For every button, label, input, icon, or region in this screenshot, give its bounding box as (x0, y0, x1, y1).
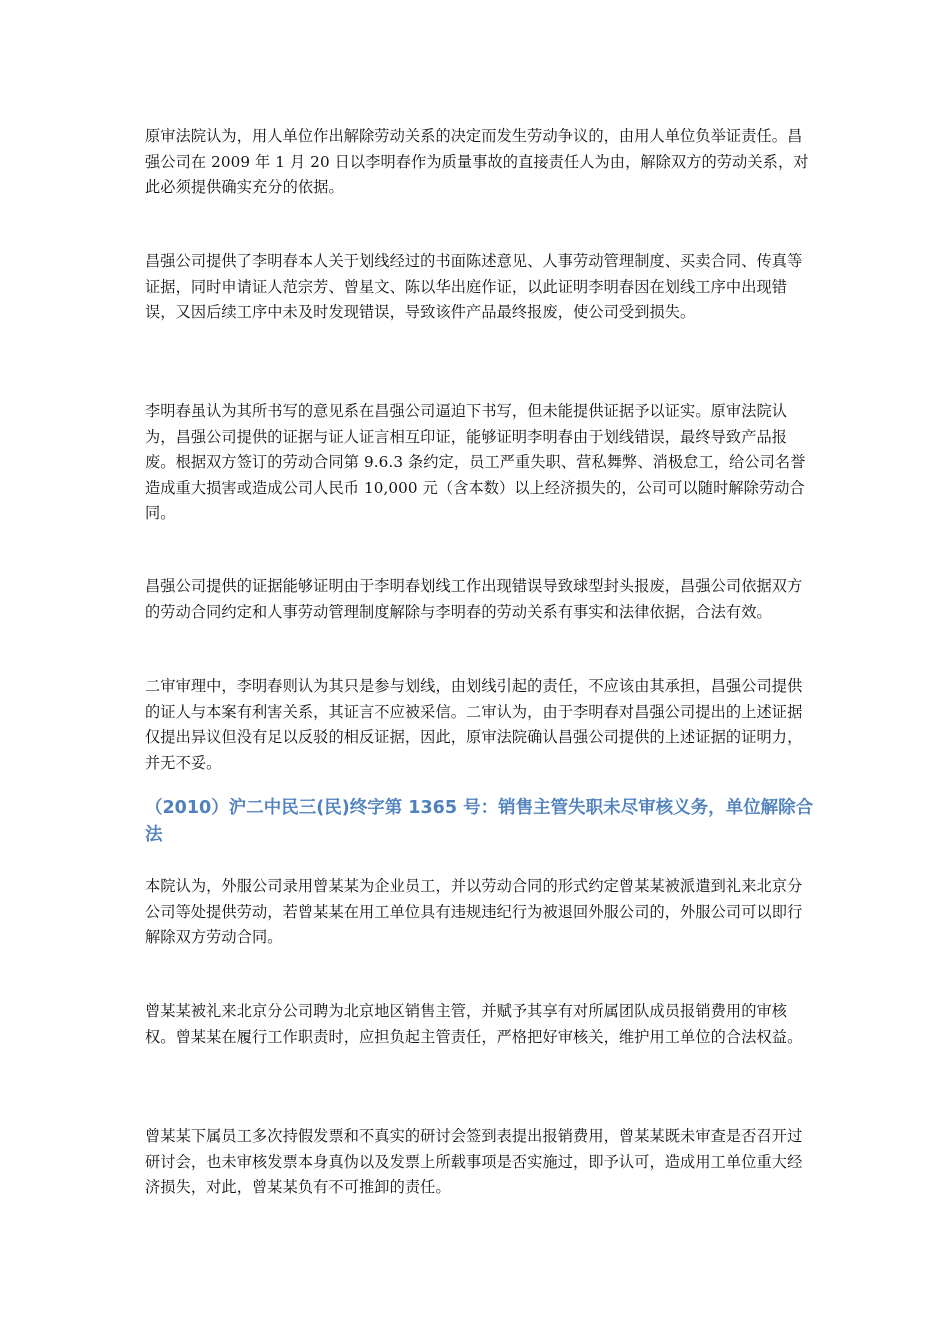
paragraph-4: 昌强公司提供的证据能够证明由于李明春划线工作出现错误导致球型封头报废，昌强公司依据双方的劳动合同约定和人事劳动管理制度解除与李明春的劳动关系有事实和法律依据，合法有效。 (145, 577, 803, 621)
paragraph-3: 李明春虽认为其所书写的意见系在昌强公司逼迫下书写，但未能提供证据予以证实。原审法院认为，昌强公司提供的证据与证人证言相互印证，能够证明李明春由于划线错误，最终导致产品报废。根据双方签订的劳动合同第 9.6.3 条约定，员工严重失职、营私舞弊、消极怠工，给公司名誉造成重大损害或造成公司人民币 10,000 元（含本数）以上经济损失的，公司可以随时解除劳动合同。 (145, 402, 806, 523)
paragraph-2: 昌强公司提供了李明春本人关于划线经过的书面陈述意见、人事劳动管理制度、买卖合同、传真等证据，同时申请证人范宗芳、曾星文、陈以华出庭作证，以此证明李明春因在划线工序中出现错误，又因后续工序中未及时发现错误，导致该件产品最终报废，使公司受到损失。 (145, 252, 803, 322)
section-heading: （2010）沪二中民三(民)终字第 1365 号：销售主管失职未尽审核义务，单位解除合法 (145, 798, 814, 845)
paragraph-7: 曾某某被礼来北京分公司聘为北京地区销售主管，并赋予其享有对所属团队成员报销费用的审核权。曾某某在履行工作职责时，应担负起主管责任，严格把好审核关，维护用工单位的合法权益。 (145, 1002, 803, 1046)
paragraph-1: 原审法院认为，用人单位作出解除劳动关系的决定而发生劳动争议的，由用人单位负举证责任。昌强公司在 2009 年 1 月 20 日以李明春作为质量事故的直接责任人为由，解除双方的劳动关系，对此必须提供确实充分的依据。 (145, 127, 809, 197)
paragraph-6: 本院认为，外服公司录用曾某某为企业员工，并以劳动合同的形式约定曾某某被派遣到礼来北京分公司等处提供劳动，若曾某某在用工单位具有违规违纪行为被退回外服公司的，外服公司可以即行解除双方劳动合同。 (145, 877, 803, 947)
paragraph-5: 二审审理中，李明春则认为其只是参与划线，由划线引起的责任，不应该由其承担，昌强公司提供的证人与本案有利害关系，其证言不应被采信。二审认为，由于李明春对昌强公司提出的上述证据仅提出异议但没有足以反驳的相反证据，因此，原审法院确认昌强公司提供的上述证据的证明力，并无不妥。 (145, 677, 803, 772)
paragraph-8: 曾某某下属员工多次持假发票和不真实的研讨会签到表提出报销费用，曾某某既未审查是否召开过研讨会，也未审核发票本身真伪以及发票上所载事项是否实施过，即予认可，造成用工单位重大经济损失，对此，曾某某负有不可推卸的责任。 (145, 1127, 803, 1197)
